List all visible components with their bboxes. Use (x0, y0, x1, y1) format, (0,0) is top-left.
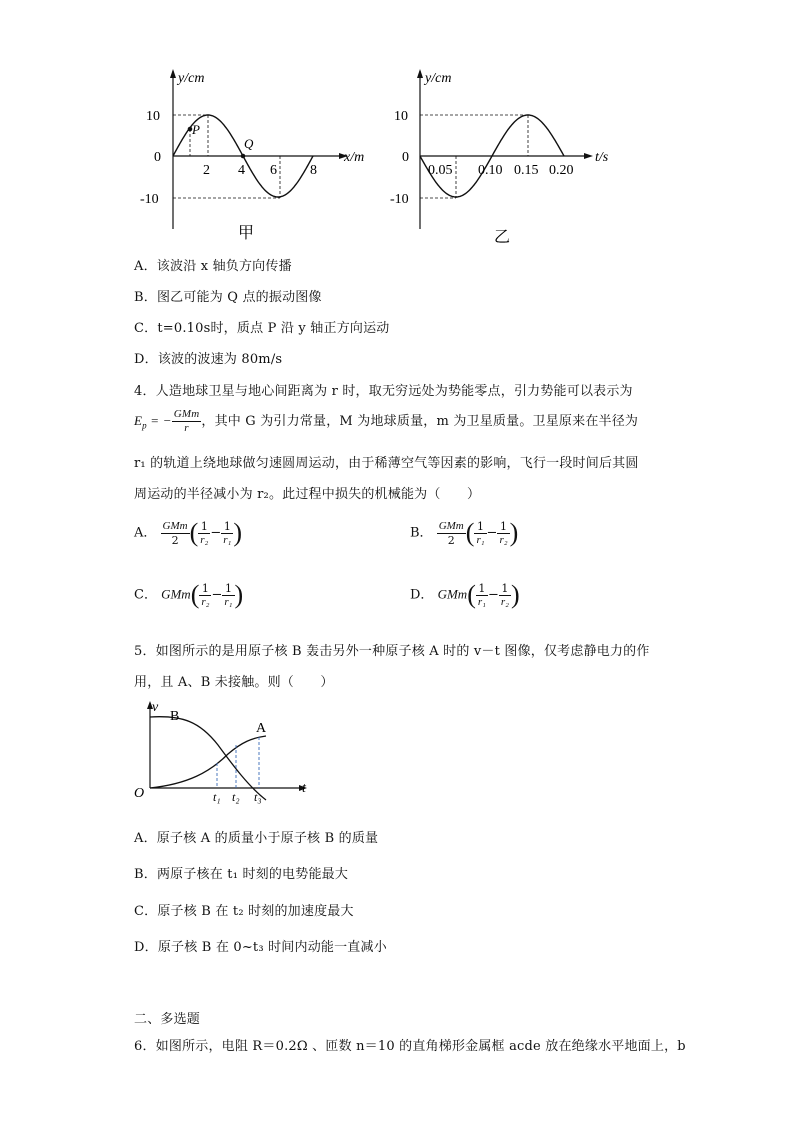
origin-label: O (134, 786, 145, 801)
q3-option-c: C．t=0.10s时，质点 P 沿 y 轴正方向运动 (134, 321, 390, 336)
y-tick-10: 10 (146, 109, 160, 124)
q4-option-a-label: A． (134, 525, 157, 541)
q4-option-b: B． $\frac{\text{GMm}}{2}$ ( $\frac{1}{\text{r₁}}$ − $\frac{1}{\text{r₂}}$ ) (410, 518, 519, 547)
point-p-label: P (192, 122, 200, 137)
t2-label: t₂ (232, 790, 240, 804)
t-tick-005: 0.05 (428, 163, 453, 178)
y-tick-0: 0 (154, 150, 161, 165)
y-tick-0: 0 (402, 150, 409, 165)
q4-option-c: C． GMm( $\frac{1}{\text{r₂}}$ − $\frac{1}{\text{r₁}}$ ) (134, 580, 244, 609)
q4-stem-line1: 4．人造地球卫星与地心间距离为 r 时，取无穷远处为势能零点，引力势能可以表示为 (134, 384, 633, 399)
q4-stem-line2 (134, 408, 638, 435)
q5-option-c: C．原子核 B 在 t₂ 时刻的加速度最大 (134, 904, 354, 919)
x-tick-8: 8 (310, 163, 317, 178)
vibration-graph-yi (390, 66, 630, 246)
q4-option-a: A． $\frac{\text{GMm}}{2}$ ( $\frac{1}{\text{r₂}}$ − $\frac{1}{\text{r₁}}$ ) (134, 518, 243, 547)
q5-stem-line2: 用，且 A、B 未接触。则（ ） (134, 675, 334, 690)
t-tick-010: 0.10 (478, 163, 503, 178)
q4-option-d: D． GMm( $\frac{1}{\text{r₁}}$ − $\frac{1}{\text{r₂}}$ ) (410, 580, 520, 609)
v-axis-label: v (152, 700, 159, 715)
q3-option-d: D．该波的波速为 80m/s (134, 352, 283, 367)
q4-option-c-label: C． (134, 587, 157, 603)
q4-stem-line2-text: ，其中 G 为引力常量，M 为地球质量，m 为卫星质量。卫星原来在半径为 (201, 414, 639, 429)
q5-option-b: B．两原子核在 t₁ 时刻的电势能最大 (134, 867, 349, 882)
q3-option-b: B．图乙可能为 Q 点的振动图像 (134, 290, 322, 305)
ep-formula: $E_p$ = − (134, 413, 172, 431)
t-tick-015: 0.15 (514, 163, 539, 178)
figure-caption-jia: 甲 (238, 225, 255, 242)
q4-stem-line3: r₁ 的轨道上绕地球做匀速圆周运动，由于稀薄空气等因素的影响，飞行一段时间后其圆 (134, 456, 639, 471)
q4-option-d-label: D． (410, 587, 434, 603)
q6-stem-line1: 6．如图所示，电阻 R＝0.2Ω 、匝数 n＝10 的直角梯形金属框 acde 放在绝缘水平地面上，b (134, 1039, 686, 1054)
q4-option-b-label: B． (410, 525, 433, 541)
q5-option-d: D．原子核 B 在 0~t₃ 时间内动能一直减小 (134, 940, 387, 955)
t-tick-020: 0.20 (549, 163, 574, 178)
t-axis-label: t/s (595, 150, 609, 165)
ep-fraction: $\frac{\text{GMm}}{r}$ (173, 408, 200, 434)
q4-stem-line4: 周运动的半径减小为 r₂。此过程中损失的机械能为（ ） (134, 487, 481, 502)
q5-option-a: A．原子核 A 的质量小于原子核 B 的质量 (134, 831, 379, 846)
t1-label: t₁ (213, 790, 221, 804)
y-tick-neg10: -10 (140, 192, 159, 207)
curve-a-label: A (256, 721, 267, 736)
t3-label: t₃ (254, 790, 262, 804)
x-axis-label: x/m (344, 150, 365, 165)
x-tick-2: 2 (203, 163, 210, 178)
t-axis-label: t (302, 781, 306, 796)
curve-b-label: B (170, 709, 180, 724)
y-axis-label: y/cm (425, 71, 452, 86)
x-tick-6: 6 (270, 163, 277, 178)
y-tick-neg10: -10 (390, 192, 409, 207)
x-tick-4: 4 (238, 163, 245, 178)
q5-stem-line1: 5．如图所示的是用原子核 B 轰击另外一种原子核 A 时的 v－t 图像，仅考虑静电力的作 (134, 644, 650, 659)
figure-caption-yi: 乙 (494, 229, 511, 246)
point-q-label: Q (244, 136, 254, 151)
section-title: 二、多选题 (134, 1012, 201, 1027)
q3-option-a: A．该波沿 x 轴负方向传播 (134, 259, 292, 274)
y-axis-label: y/cm (178, 71, 205, 86)
wave-graph-jia (140, 66, 380, 246)
y-tick-10: 10 (394, 109, 408, 124)
vt-graph (128, 700, 318, 815)
